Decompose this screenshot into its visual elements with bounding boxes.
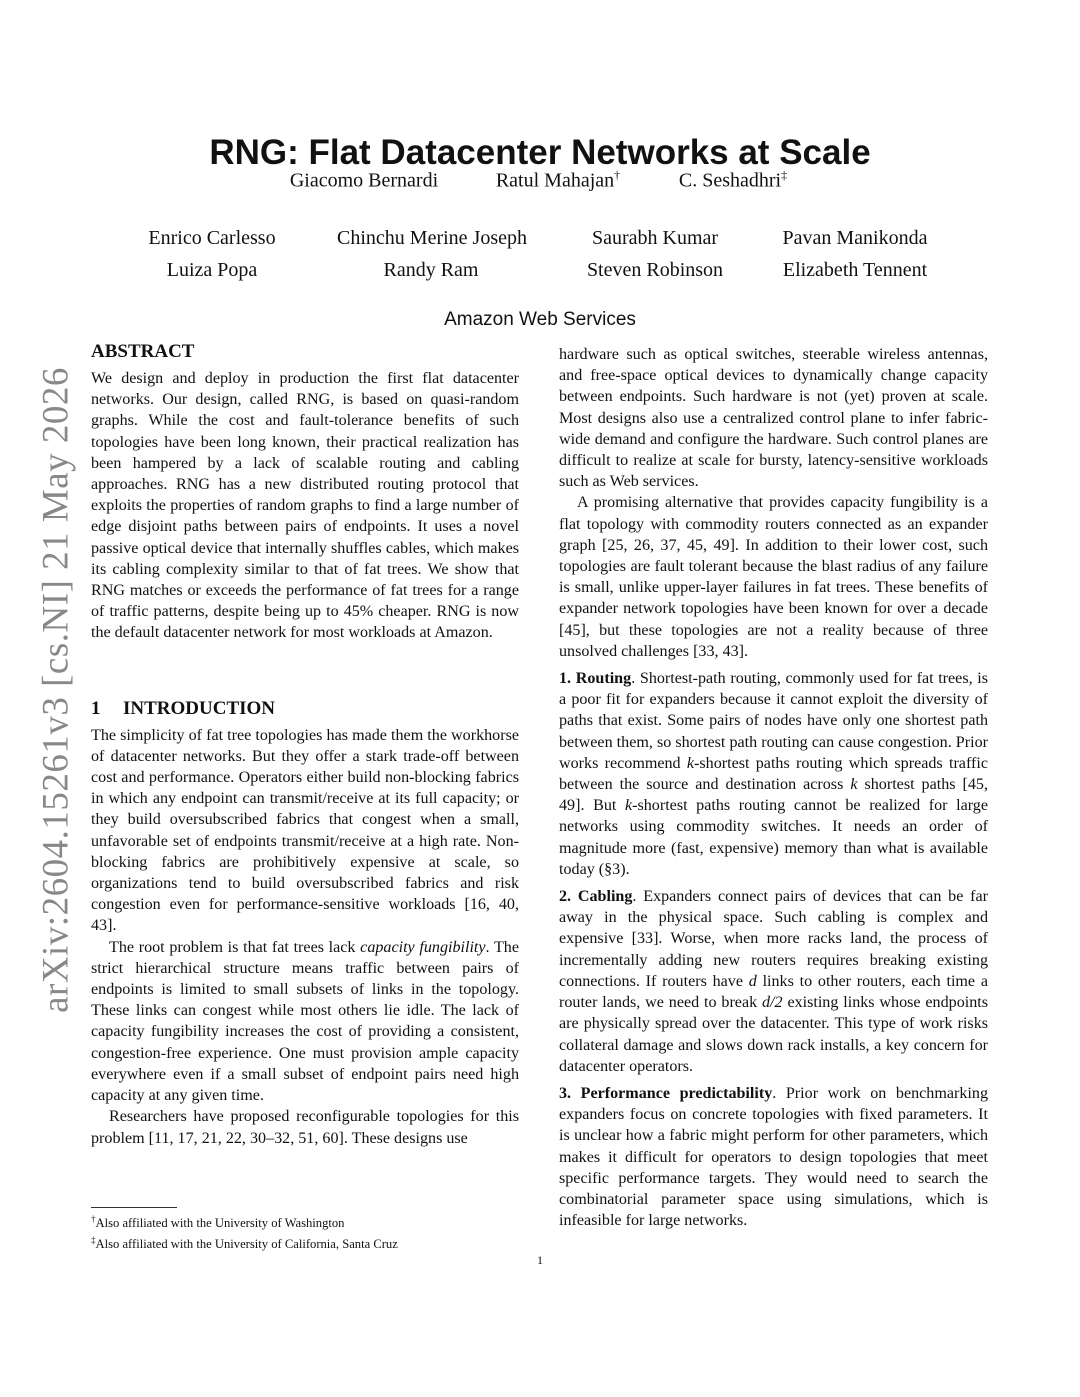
author-row-1 [0,168,1080,194]
challenge-label: 1. Routing [559,670,632,688]
challenge-label: 3. Performance predictability [559,1084,773,1102]
author-row-3 [0,259,1080,285]
author: Randy Ram [383,259,479,281]
abstract-heading: ABSTRACT [91,341,195,362]
affiliation-mark: ‡ [781,168,788,182]
author: Enrico Carlesso [148,227,276,249]
author: Steven Robinson [586,259,724,281]
introduction-heading [91,697,519,725]
footnote: ‡Also affiliated with the University of California, Santa Cruz [91,1235,398,1252]
affiliation-mark: † [614,168,621,182]
abstract-text: We design and deploy in production the first flat datacenter networks. Our design, called RNG, is based on quasi-random graphs. While the cost and fault-tolerance benefits of such topologies have been long known, their practical realization has been hampered by a lack of scalable routing and cabling approaches. RNG has a new distributed routing protocol that exploits the properties of random graphs to find a large number of edge disjoint paths between pairs of endpoints. It uses a novel passive optical device that internally shuffles cables, which makes its cabling complexity similar to that of fat trees. We show that RNG matches or exceeds the performance of fat trees for a range of traffic patterns, despite being up to 45% cheaper. RNG is now the default datacenter network for most workloads at Amazon. [91,370,519,642]
author: C. Seshadhri‡ [678,168,788,192]
routing-paragraph: 1. Routing. Shortest-path routing, commonly used for fat trees, is a poor fit for expanders because it cannot exploit the diversity of paths that exist. Some pairs of nodes have only one shortest path between them, so shortest path routing can cause congestion. Prior works recommend k-shortest paths routing which spreads traffic between the source and destination across k shortest paths [45, 49]. But k-shortest paths routing cannot be realized for large networks using commodity switches. It needs an order of magnitude more (fast, expensive) memory than what is available today (§3). [559,670,989,878]
performance-paragraph: 3. Performance predictability. Prior work on benchmarking expanders focus on concrete topologies with fixed parameters. It is unclear how a fabric might perform for other parameters, which makes it difficult for operators to design topologies that meet specific performance targets. They would need to search the combinatorial parameter space using simulations, which is infeasible for large networks. [559,1084,988,1230]
section-title: INTRODUCTION [123,697,276,719]
author: Elizabeth Tennent [782,259,928,281]
author: Chinchu Merine Joseph [337,227,527,249]
author: Saurabh Kumar [591,227,719,249]
cabling-paragraph: 2. Cabling. Expanders connect pairs of devices that can be far away in the physical space. Such cabling is complex and expensive [33]. Worse, when more racks land, the process of incrementally adding new routers requires breaking existing connections. If routers have d links to other routers, each time a router lands, we need to break d/2 existing links whose endpoints are physically spread over the datacenter. This type of work risks collateral damage and slows down rack installs, a key concern for datacenter operators. [559,888,988,1075]
author: Pavan Manikonda [782,227,928,249]
footnote: †Also affiliated with the University of Washington [91,1214,345,1231]
right-paragraph-1: hardware such as optical switches, steerable wireless antennas, and free-space optical devices to dynamically change capacity between endpoints. Such hardware is not (yet) proven at scale. Most designs also use a centralized control plane to infer fabric-wide demand and configure the hardware. Such control planes are difficult to realize at scale for bursty, latency-sensitive workloads such as Web services. [559,346,988,491]
affiliation: Amazon Web Services [444,309,636,330]
footnote-rule [91,1207,177,1208]
emphasis: capacity fungibility [360,938,486,956]
footnotes [91,1211,521,1253]
arxiv-identifier: arXiv:2604.15261v3 [cs.NI] 21 May 2026 [35,367,77,1013]
intro-paragraph-3: Researchers have proposed reconfigurable topologies for this problem [11, 17, 21, 22, 30–32, 51, 60]. These designs use [91,1108,519,1147]
intro-paragraph-1: The simplicity of fat tree topologies has made them the workhorse of datacenter networks. But they offer a stark trade-off between cost and performance. Operators either build non-blocking fabrics in which any endpoint can transmit/receive at its full capacity; or they build oversubscribed fabrics that congest when a small, unfavorable set of endpoints transmit/receive at a high rate. Non-blocking fabrics are prohibitively expensive at scale, so organizations tend to build oversubscribed fabrics and risk congestion even for performance-sensitive workloads [16, 40, 43]. [91,726,519,935]
right-paragraph-2: A promising alternative that provides capacity fungibility is a flat topology with commodity routers connected as an expander graph [25, 26, 37, 45, 49]. In addition to their lower cost, such topologies are fault tolerant because the blast radius of any failure is small, unlike upper-layer failures in fat trees. These benefits of expander network topologies have been known for over a decade [45], but these topologies are not a reality because of three unsolved challenges [33, 43]. [559,494,988,660]
section-number: 1 [91,697,101,719]
right-column [559,344,988,1231]
author: Ratul Mahajan† [495,168,621,192]
author: Giacomo Bernardi [289,169,439,192]
paper-title: RNG: Flat Datacenter Networks at Scale [209,133,871,172]
intro-paragraph-2: The root problem is that fat trees lack capacity fungibility. The strict hierarchical structure means traffic between pairs of endpoints is limited to small subsets of links in the topology. These links can congest while most others lie idle. The lack of capacity fungibility increases the cost of providing a consistent, congestion-free experience. One must provision ample capacity everywhere even if a small subset of endpoint pairs need high capacity at any given time. [91,938,519,1105]
page-number: 1 [537,1253,543,1267]
left-column [91,340,519,1149]
author: Luiza Popa [166,259,258,281]
challenge-label: 2. Cabling [559,888,633,906]
author-row-2 [0,227,1080,253]
